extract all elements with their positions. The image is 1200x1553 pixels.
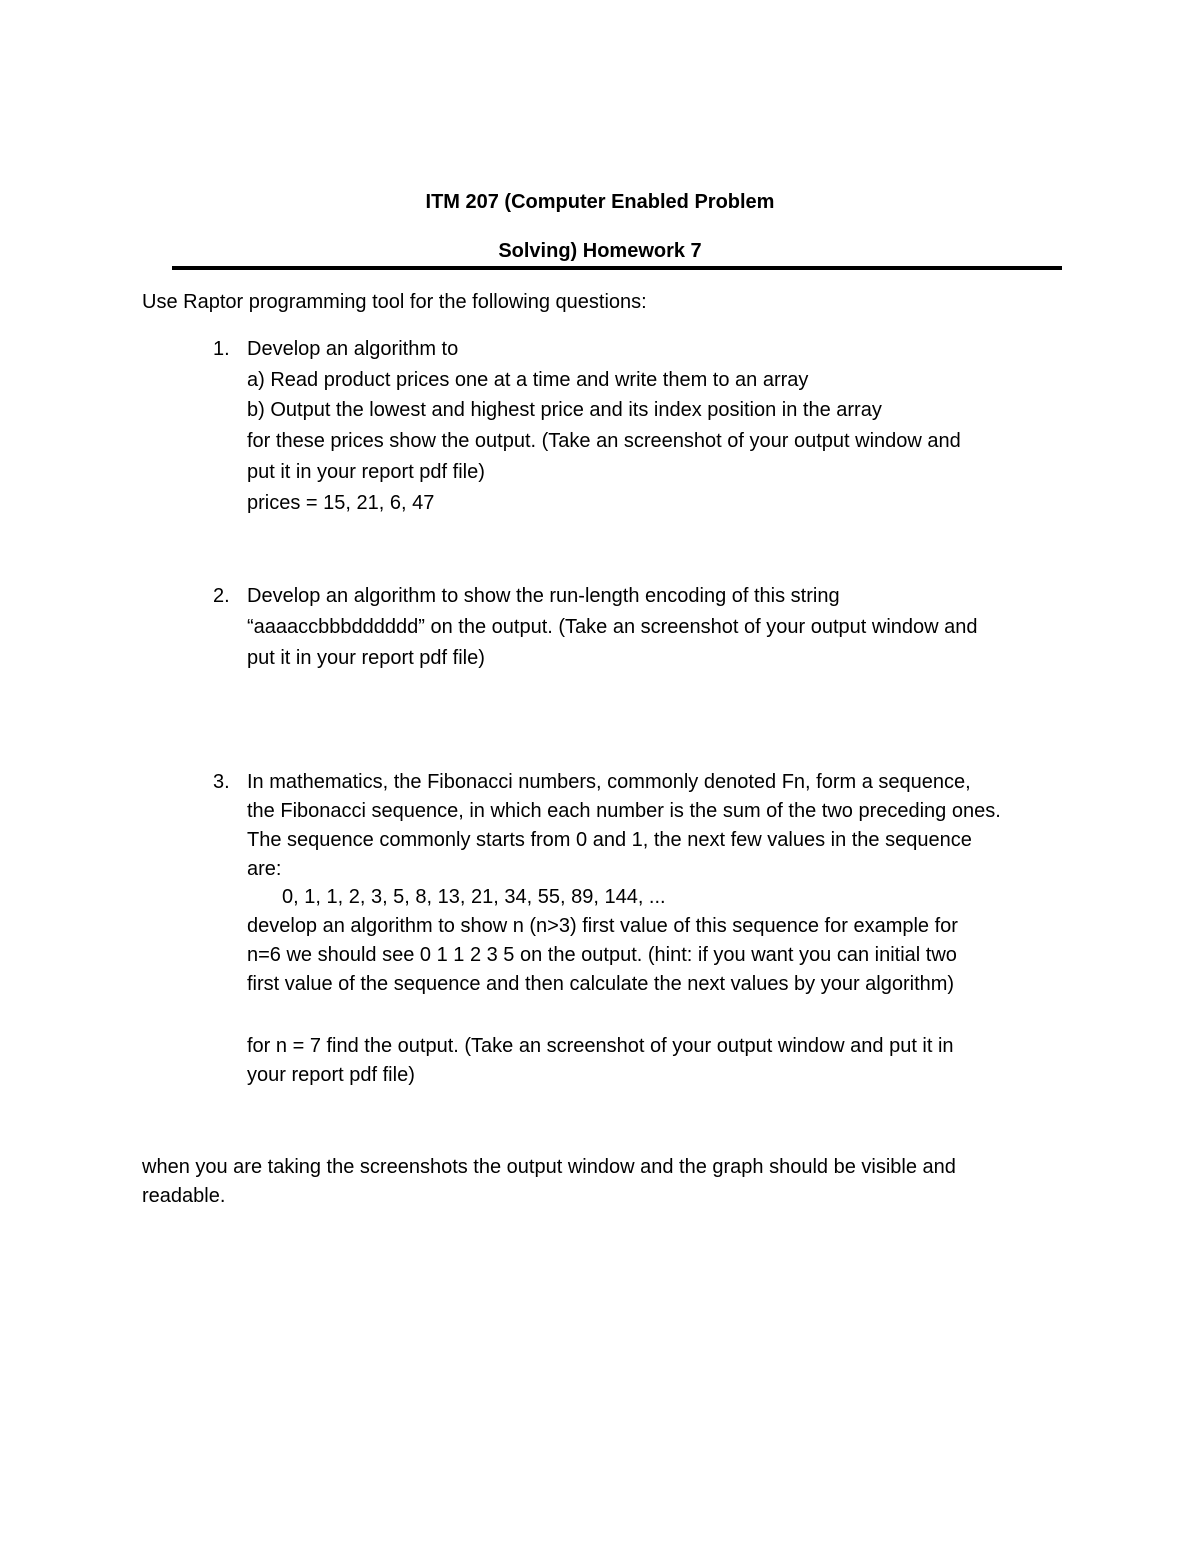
question-1-line: b) Output the lowest and highest price and its index position in the array [247, 399, 882, 421]
question-3-line: your report pdf file) [247, 1064, 415, 1086]
question-2-line: put it in your report pdf file) [247, 647, 485, 669]
question-3-line: In mathematics, the Fibonacci numbers, commonly denoted Fn, form a sequence, [247, 771, 971, 793]
question-3-line: for n = 7 find the output. (Take an screenshot of your output window and put it in [247, 1035, 954, 1057]
question-1-number: 1. [213, 338, 230, 360]
question-1-line: for these prices show the output. (Take an screenshot of your output window and [247, 430, 961, 452]
question-2-number: 2. [213, 585, 230, 607]
question-1-line: a) Read product prices one at a time and write them to an array [247, 369, 809, 391]
question-1-prices: prices = 15, 21, 6, 47 [247, 492, 435, 514]
title-line-1: ITM 207 (Computer Enabled Problem [425, 191, 775, 213]
question-3-line: The sequence commonly starts from 0 and 1, the next few values in the sequence [247, 829, 972, 851]
question-2-line: Develop an algorithm to show the run-length encoding of this string [247, 585, 840, 607]
fibonacci-sequence: 0, 1, 1, 2, 3, 5, 8, 13, 21, 34, 55, 89, 144, ... [282, 886, 666, 908]
footer-note: when you are taking the screenshots the output window and the graph should be visible and [142, 1156, 956, 1178]
title-line-2: Solving) Homework 7 [498, 240, 702, 262]
question-2-line: “aaaaccbbbdddddd” on the output. (Take an screenshot of your output window and [247, 616, 978, 638]
intro-text: Use Raptor programming tool for the following questions: [142, 291, 647, 313]
question-3-line: develop an algorithm to show n (n>3) first value of this sequence for example for [247, 915, 958, 937]
question-1-line: Develop an algorithm to [247, 338, 459, 360]
question-3-line: first value of the sequence and then calculate the next values by your algorithm) [247, 973, 955, 995]
question-1-line: put it in your report pdf file) [247, 461, 485, 483]
question-3-line: n=6 we should see 0 1 1 2 3 5 on the output. (hint: if you want you can initial two [247, 944, 957, 966]
footer-note: readable. [142, 1185, 226, 1207]
question-3-line: the Fibonacci sequence, in which each number is the sum of the two preceding ones. [247, 800, 1001, 822]
question-3-line: are: [247, 858, 282, 880]
title-divider [172, 266, 1062, 270]
question-3-number: 3. [213, 771, 230, 793]
